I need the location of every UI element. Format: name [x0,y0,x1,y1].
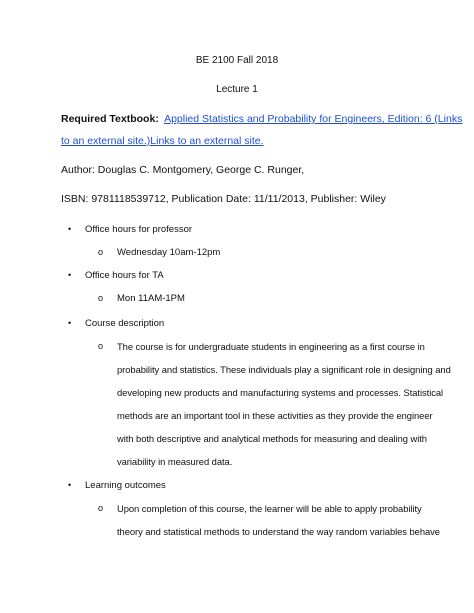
description-line: with both descriptive and analytical methods for measuring and dealing with [117,433,427,444]
section-title-ta: Office hours for TA [85,270,164,281]
ta-hours: Mon 11AM-1PM [117,293,185,304]
bullet-circle: o [98,293,104,303]
bullet-circle: o [98,503,104,513]
author-line: Author: Douglas C. Montgomery, George C. Runger, [61,164,305,176]
bullet-dot: • [68,480,72,490]
section-title-outcomes: Learning outcomes [85,480,166,491]
outcomes-line: Upon completion of this course, the learner will be able to apply probability [117,503,422,514]
bullet-dot: • [68,224,72,234]
textbook-label: Required Textbook: [61,113,159,125]
external-site-link[interactable]: to an external site.)Links to an external site. [61,135,264,147]
bullet-dot: • [68,270,72,280]
isbn-line: ISBN: 9781118539712, Publication Date: 11/11/2013, Publisher: Wiley [61,193,386,205]
bullet-circle: o [98,247,104,257]
bullet-circle: o [98,341,104,351]
description-line: variability in measured data. [117,456,233,467]
outcomes-line: theory and statistical methods to understand the way random variables behave [117,526,440,537]
textbook-link[interactable]: Applied Statistics and Probability for Engineers, Edition: 6 (Links [164,113,463,125]
description-line: The course is for undergraduate students in engineering as a first course in [117,341,425,352]
section-title-professor: Office hours for professor [85,224,193,235]
textbook-line-1 [61,113,462,125]
section-title-description: Course description [85,318,165,329]
lecture-title: Lecture 1 [216,84,258,95]
description-line: probability and statistics. These individuals play a significant role in designing and [117,364,451,375]
professor-hours: Wednesday 10am-12pm [117,247,221,258]
textbook-line-2 [61,135,264,147]
bullet-dot: • [68,318,72,328]
description-line: developing new products and manufacturing systems and processes. Statistical [117,387,444,398]
description-line: methods are an important tool in these activities as they provide the engineer [117,410,433,421]
course-title: BE 2100 Fall 2018 [195,55,279,66]
